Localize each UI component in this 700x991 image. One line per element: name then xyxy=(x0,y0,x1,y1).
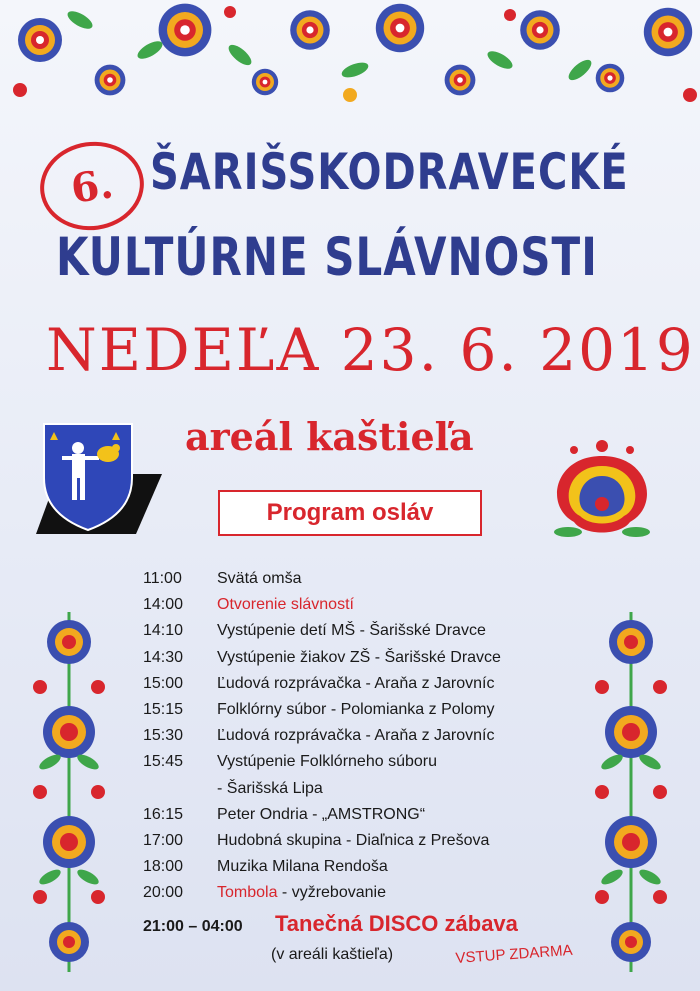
schedule-desc: Svätá omša xyxy=(217,570,302,588)
schedule-desc: Vystúpenie žiakov ZŠ - Šarišské Dravce xyxy=(217,648,501,666)
title-line-2: KULTÚRNE SLÁVNOSTI xyxy=(56,226,598,288)
schedule-desc: Vystúpenie Folklórneho súboru xyxy=(217,753,437,771)
coat-of-arms-icon xyxy=(36,422,162,534)
schedule-desc: - Šarišská Lipa xyxy=(217,779,323,797)
schedule-row-continued xyxy=(143,776,583,802)
folk-ornament-top xyxy=(0,0,700,110)
schedule-row xyxy=(143,749,583,775)
schedule-row xyxy=(143,802,583,828)
program-heading-label: Program osláv xyxy=(266,499,434,526)
schedule-row xyxy=(143,723,583,749)
schedule-desc: Muzika Milana Rendoša xyxy=(217,858,388,876)
program-schedule xyxy=(143,566,583,906)
schedule-row xyxy=(143,566,583,592)
disco-label: Tanečná DISCO zábava xyxy=(275,911,518,936)
schedule-desc: - vyžrebovanie xyxy=(277,884,386,902)
schedule-row xyxy=(143,592,583,618)
schedule-desc: Folklórny súbor - Polomianka z Polomy xyxy=(217,701,495,719)
tombola-label: Tombola xyxy=(217,884,278,902)
schedule-desc: Ľudová rozprávačka - Araňa z Jarovníc xyxy=(217,727,495,745)
program-heading xyxy=(218,490,482,536)
schedule-time: 15:30 xyxy=(143,727,184,745)
schedule-row xyxy=(143,828,583,854)
free-entry-note: VSTUP ZDARMA xyxy=(455,941,574,967)
schedule-row xyxy=(143,645,583,671)
folk-ornament-left xyxy=(30,612,108,972)
event-date: NEDEĽA 23. 6. 2019 xyxy=(46,316,695,384)
edition-number: 6. xyxy=(68,159,116,213)
schedule-time: 15:15 xyxy=(143,701,184,719)
schedule-time: 11:00 xyxy=(143,570,182,588)
schedule-desc: Otvorenie slávností xyxy=(217,596,354,614)
schedule-time: 18:00 xyxy=(143,858,184,876)
edition-badge xyxy=(34,135,149,237)
event-venue: areál kaštieľa xyxy=(185,414,474,459)
disco-place: (v areáli kaštieľa) xyxy=(271,946,394,963)
title-line-1: ŠARIŠSKODRAVECKÉ xyxy=(150,144,629,202)
schedule-desc: Hudobná skupina - Diaľnica z Prešova xyxy=(217,831,490,849)
schedule-desc-wrap xyxy=(217,884,583,902)
schedule-time: 14:00 xyxy=(143,596,184,614)
schedule-desc: Vystúpenie detí MŠ - Šarišské Dravce xyxy=(217,622,486,640)
schedule-row xyxy=(143,697,583,723)
folk-ornament-right xyxy=(592,612,670,972)
disco-time: 21:00 – 04:00 xyxy=(143,918,243,935)
schedule-row xyxy=(143,671,583,697)
schedule-desc: Peter Ondria - „AMSTRONG“ xyxy=(217,805,426,823)
schedule-time: 16:15 xyxy=(143,805,184,823)
schedule-desc: Ľudová rozprávačka - Araňa z Jarovníc xyxy=(217,674,495,692)
schedule-time: 17:00 xyxy=(143,831,184,849)
schedule-time: 14:30 xyxy=(143,648,184,666)
schedule-row xyxy=(143,854,583,880)
schedule-time: 15:00 xyxy=(143,674,184,692)
schedule-row xyxy=(143,618,583,644)
schedule-time: 15:45 xyxy=(143,753,184,771)
schedule-time: 20:00 xyxy=(143,884,184,902)
schedule-row xyxy=(143,880,583,906)
schedule-time: 14:10 xyxy=(143,622,184,640)
folk-flower-icon xyxy=(544,436,660,540)
